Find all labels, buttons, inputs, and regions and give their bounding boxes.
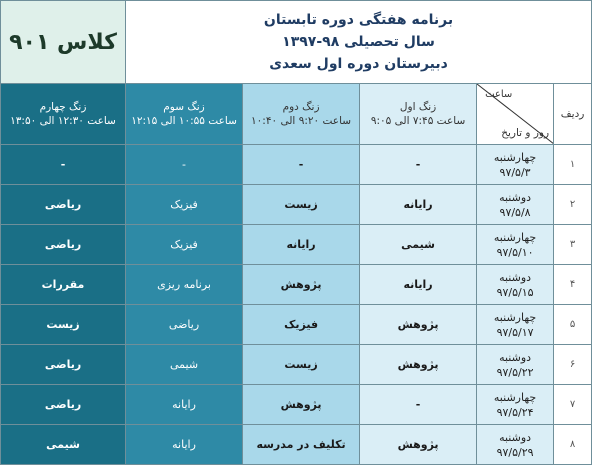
cell-bell-1: رایانه — [360, 185, 477, 225]
table-row — [1, 265, 592, 305]
row-date: ۹۷/۵/۱۰ — [496, 245, 534, 259]
row-day: دوشنبه — [499, 270, 532, 284]
schedule-title — [126, 1, 592, 84]
cell-bell-2: رایانه — [243, 225, 360, 265]
row-day: چهارشنبه — [493, 310, 537, 324]
cell-bell-2: تکلیف در مدرسه — [243, 425, 360, 465]
header-bell-1 — [360, 84, 477, 145]
row-date: ۹۷/۵/۲۹ — [496, 445, 534, 459]
cell-bell-1: رایانه — [360, 265, 477, 305]
row-number: ۵ — [554, 305, 592, 345]
row-number: ۷ — [554, 385, 592, 425]
row-number: ۱ — [554, 145, 592, 185]
table-row — [1, 145, 592, 185]
cell-bell-3: ریاضی — [126, 305, 243, 345]
cell-bell-2: فیزیک — [243, 305, 360, 345]
row-number: ۳ — [554, 225, 592, 265]
title-line-1: برنامه هفتگی دوره تابستان — [263, 12, 454, 28]
cell-bell-3: - — [126, 145, 243, 185]
cell-bell-3: رایانه — [126, 385, 243, 425]
header-row — [1, 84, 592, 145]
title-line-3: دبیرستان دوره اول سعدی — [269, 56, 448, 72]
table-row — [1, 425, 592, 465]
row-date: ۹۷/۵/۱۵ — [496, 285, 534, 299]
cell-bell-3: فیزیک — [126, 225, 243, 265]
cell-bell-4: شیمی — [1, 425, 126, 465]
row-day-date — [477, 305, 554, 345]
header-date: روز و تاریخ — [501, 127, 550, 139]
row-date: ۹۷/۵/۲۴ — [496, 405, 534, 419]
cell-bell-3: رایانه — [126, 425, 243, 465]
cell-bell-2: زیست — [243, 345, 360, 385]
cell-bell-1: پژوهش — [360, 305, 477, 345]
title-line-2: سال تحصیلی ۹۸-۱۳۹۷ — [282, 34, 435, 50]
row-date: ۹۷/۵/۳ — [499, 165, 531, 179]
row-day-date — [477, 265, 554, 305]
bell-1-name: زنگ اول — [399, 101, 437, 113]
bell-2-name: زنگ دوم — [282, 101, 320, 113]
table-row — [1, 225, 592, 265]
table-row — [1, 345, 592, 385]
cell-bell-1: پژوهش — [360, 425, 477, 465]
table-row — [1, 305, 592, 345]
cell-bell-1: پژوهش — [360, 345, 477, 385]
row-day-date — [477, 185, 554, 225]
class-label: کلاس ۹۰۱ — [1, 1, 126, 84]
row-day-date — [477, 145, 554, 185]
row-day-date — [477, 385, 554, 425]
table-row — [1, 185, 592, 225]
row-day: چهارشنبه — [493, 150, 537, 164]
row-number: ۴ — [554, 265, 592, 305]
row-day: دوشنبه — [499, 350, 532, 364]
cell-bell-4: ریاضی — [1, 185, 126, 225]
header-bell-2 — [243, 84, 360, 145]
bell-4-time: ساعت ۱۲:۳۰ الی ۱۳:۵۰ — [10, 115, 116, 127]
cell-bell-4: - — [1, 145, 126, 185]
bell-4-name: زنگ چهارم — [39, 101, 87, 113]
row-day: دوشنبه — [499, 430, 532, 444]
bell-2-time: ساعت ۹:۲۰ الی ۱۰:۴۰ — [251, 115, 352, 127]
header-time: ساعت — [485, 89, 513, 100]
cell-bell-3: شیمی — [126, 345, 243, 385]
bell-3-time: ساعت ۱۰:۵۵ الی ۱۲:۱۵ — [131, 115, 237, 127]
cell-bell-4: ریاضی — [1, 385, 126, 425]
cell-bell-4: زیست — [1, 305, 126, 345]
row-day: چهارشنبه — [493, 230, 537, 244]
cell-bell-4: ریاضی — [1, 225, 126, 265]
table-row — [1, 385, 592, 425]
bell-1-time: ساعت ۷:۴۵ الی ۹:۰۵ — [370, 115, 466, 127]
row-number: ۲ — [554, 185, 592, 225]
header-bell-3 — [126, 84, 243, 145]
row-date: ۹۷/۵/۱۷ — [496, 325, 534, 339]
cell-bell-3: فیزیک — [126, 185, 243, 225]
cell-bell-2: - — [243, 145, 360, 185]
row-day-date — [477, 345, 554, 385]
header-bell-4 — [1, 84, 126, 145]
title-row — [1, 1, 592, 84]
row-day-date — [477, 425, 554, 465]
cell-bell-2: زیست — [243, 185, 360, 225]
row-day: دوشنبه — [499, 190, 532, 204]
cell-bell-1: - — [360, 145, 477, 185]
cell-bell-2: پژوهش — [243, 265, 360, 305]
row-number: ۸ — [554, 425, 592, 465]
cell-bell-1: شیمی — [360, 225, 477, 265]
header-time-date — [477, 84, 554, 145]
row-number: ۶ — [554, 345, 592, 385]
cell-bell-4: مقررات — [1, 265, 126, 305]
cell-bell-1: - — [360, 385, 477, 425]
row-day-date — [477, 225, 554, 265]
row-day: چهارشنبه — [493, 390, 537, 404]
bell-3-name: زنگ سوم — [163, 101, 205, 113]
row-date: ۹۷/۵/۲۲ — [496, 365, 534, 379]
row-date: ۹۷/۵/۸ — [499, 205, 531, 219]
cell-bell-3: برنامه ریزی — [126, 265, 243, 305]
header-radif: ردیف — [554, 84, 592, 145]
cell-bell-4: ریاضی — [1, 345, 126, 385]
cell-bell-2: پژوهش — [243, 385, 360, 425]
